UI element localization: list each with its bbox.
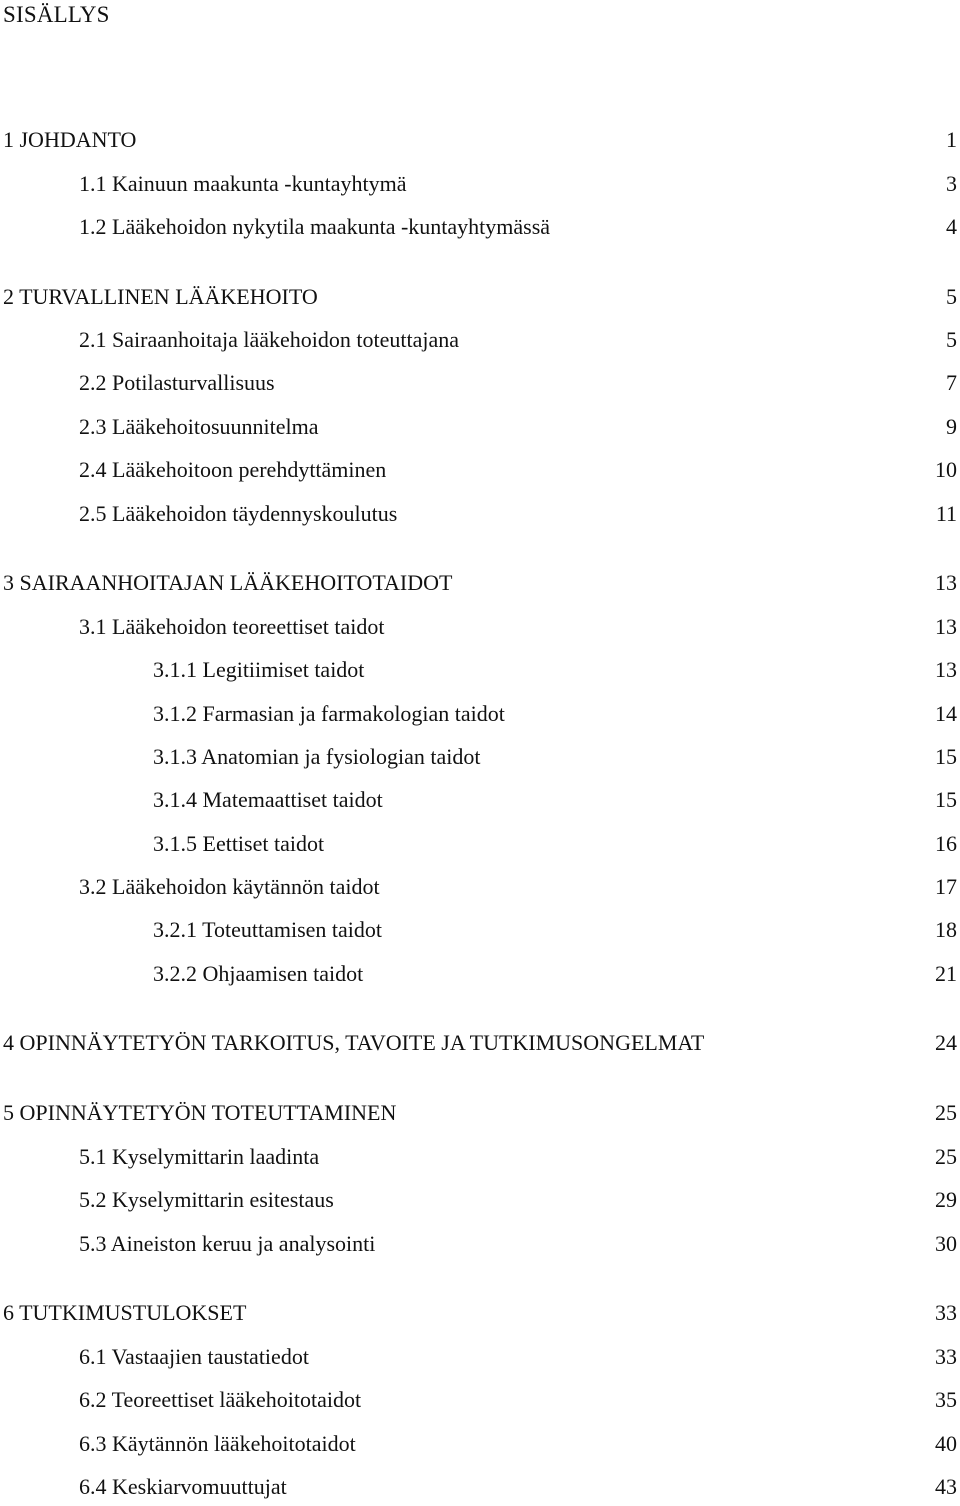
toc-entry-title: 5.3 Aineiston keruu ja analysointi bbox=[79, 1231, 376, 1256]
toc-entry-title: 3.1.5 Eettiset taidot bbox=[153, 831, 325, 856]
toc-entry-page-number: 33 bbox=[935, 1300, 957, 1325]
toc-entry bbox=[0, 655, 960, 685]
toc-entry bbox=[0, 829, 960, 859]
toc-entry bbox=[0, 212, 960, 242]
toc-entry bbox=[0, 568, 960, 598]
toc-entry-title: 6.4 Keskiarvomuuttujat bbox=[79, 1474, 287, 1499]
toc-entry-title: 3.1.4 Matemaattiset taidot bbox=[153, 787, 383, 812]
toc-entry-page-number: 24 bbox=[935, 1030, 957, 1055]
toc-entry-title: 3.2.2 Ohjaamisen taidot bbox=[153, 961, 364, 986]
toc-entry-page-number: 13 bbox=[935, 614, 957, 639]
toc-entry-title: 2.1 Sairaanhoitaja lääkehoidon toteuttajana bbox=[79, 327, 459, 352]
toc-entry bbox=[0, 368, 960, 398]
toc-entry-title: 2.4 Lääkehoitoon perehdyttäminen bbox=[79, 457, 387, 482]
toc-entry-page-number: 13 bbox=[935, 657, 957, 682]
toc-entry-title: 2.2 Potilasturvallisuus bbox=[79, 370, 275, 395]
toc-entry bbox=[0, 699, 960, 729]
toc-entry-page-number: 15 bbox=[935, 787, 957, 812]
toc-entry-page-number: 29 bbox=[935, 1187, 957, 1212]
toc-entry bbox=[0, 872, 960, 902]
toc-entry-title: 6.2 Teoreettiset lääkehoitotaidot bbox=[79, 1387, 362, 1412]
toc-entry-page-number: 5 bbox=[946, 327, 957, 352]
toc-entry bbox=[0, 1385, 960, 1415]
toc-entry-page-number: 14 bbox=[935, 701, 957, 726]
toc-entry bbox=[0, 742, 960, 772]
toc-entry-page-number: 16 bbox=[935, 831, 957, 856]
toc-entry-title: 4 OPINNÄYTETYÖN TARKOITUS, TAVOITE JA TUTKIMUSONGELMAT bbox=[3, 1030, 705, 1055]
toc-entry-page-number: 13 bbox=[935, 570, 957, 595]
toc-entry-title: 1 JOHDANTO bbox=[3, 127, 137, 152]
toc-entry bbox=[0, 1185, 960, 1215]
toc-entry-page-number: 25 bbox=[935, 1100, 957, 1125]
toc-entry-title: 3 SAIRAANHOITAJAN LÄÄKEHOITOTAIDOT bbox=[3, 570, 453, 595]
toc-entry-title: 2.3 Lääkehoitosuunnitelma bbox=[79, 414, 319, 439]
toc-entry bbox=[0, 785, 960, 815]
toc-entry-title: 6 TUTKIMUSTULOKSET bbox=[3, 1300, 247, 1325]
toc-entry-title: 6.1 Vastaajien taustatiedot bbox=[79, 1344, 309, 1369]
toc-entry-title: 5 OPINNÄYTETYÖN TOTEUTTAMINEN bbox=[3, 1100, 397, 1125]
toc-entry-page-number: 25 bbox=[935, 1144, 957, 1169]
toc-entry-title: 6.3 Käytännön lääkehoitotaidot bbox=[79, 1431, 356, 1456]
toc-entry bbox=[0, 1028, 960, 1058]
toc-entry-page-number: 40 bbox=[935, 1431, 957, 1456]
toc-entry-page-number: 3 bbox=[946, 171, 957, 196]
toc-entry-page-number: 33 bbox=[935, 1344, 957, 1369]
toc-entry-page-number: 17 bbox=[935, 874, 957, 899]
toc-entry-page-number: 9 bbox=[946, 414, 957, 439]
toc-entry-title: 1.2 Lääkehoidon nykytila maakunta -kuntayhtymässä bbox=[79, 214, 551, 239]
toc-entry bbox=[0, 282, 960, 312]
toc-entry-page-number: 21 bbox=[935, 961, 957, 986]
toc-entry bbox=[0, 499, 960, 529]
toc-entry-title: 3.2 Lääkehoidon käytännön taidot bbox=[79, 874, 380, 899]
toc-entry-page-number: 5 bbox=[946, 284, 957, 309]
toc-entry-page-number: 15 bbox=[935, 744, 957, 769]
toc-entry-title: 3.1.2 Farmasian ja farmakologian taidot bbox=[153, 701, 505, 726]
toc-entry-title: 1.1 Kainuun maakunta -kuntayhtymä bbox=[79, 171, 407, 196]
toc-entry-title: 3.1 Lääkehoidon teoreettiset taidot bbox=[79, 614, 385, 639]
toc-entry-page-number: 43 bbox=[935, 1474, 957, 1499]
toc-entry bbox=[0, 1098, 960, 1128]
toc-entry bbox=[0, 1142, 960, 1172]
toc-entry-title: 3.1.1 Legitiimiset taidot bbox=[153, 657, 365, 682]
toc-entry-title: 3.1.3 Anatomian ja fysiologian taidot bbox=[153, 744, 481, 769]
toc-entry-page-number: 18 bbox=[935, 917, 957, 942]
toc-entry-title: 5.2 Kyselymittarin esitestaus bbox=[79, 1187, 334, 1212]
toc-entry-page-number: 7 bbox=[946, 370, 957, 395]
toc-entry bbox=[0, 125, 960, 155]
toc-entry-title: 5.1 Kyselymittarin laadinta bbox=[79, 1144, 320, 1169]
toc-entry-page-number: 35 bbox=[935, 1387, 957, 1412]
toc-entry-page-number: 4 bbox=[946, 214, 957, 239]
toc-entry bbox=[0, 1298, 960, 1328]
toc-entry-page-number: 30 bbox=[935, 1231, 957, 1256]
toc-entry bbox=[0, 1429, 960, 1459]
toc-entry bbox=[0, 1472, 960, 1502]
toc-entry bbox=[0, 455, 960, 485]
toc-entry bbox=[0, 169, 960, 199]
toc-entry-page-number: 10 bbox=[935, 457, 957, 482]
toc-entry bbox=[0, 1342, 960, 1372]
toc-entry bbox=[0, 612, 960, 642]
toc-entry bbox=[0, 959, 960, 989]
toc-entry-page-number: 11 bbox=[935, 501, 957, 526]
toc-entry-title: 2 TURVALLINEN LÄÄKEHOITO bbox=[3, 284, 318, 309]
toc-entry-title: 3.2.1 Toteuttamisen taidot bbox=[153, 917, 383, 942]
page-title: SISÄLLYS bbox=[3, 2, 110, 27]
toc-entry bbox=[0, 915, 960, 945]
toc-entry bbox=[0, 412, 960, 442]
toc-entry-page-number: 1 bbox=[946, 127, 957, 152]
toc-entry bbox=[0, 325, 960, 355]
toc-entry-title: 2.5 Lääkehoidon täydennyskoulutus bbox=[79, 501, 398, 526]
toc-entry bbox=[0, 1229, 960, 1259]
